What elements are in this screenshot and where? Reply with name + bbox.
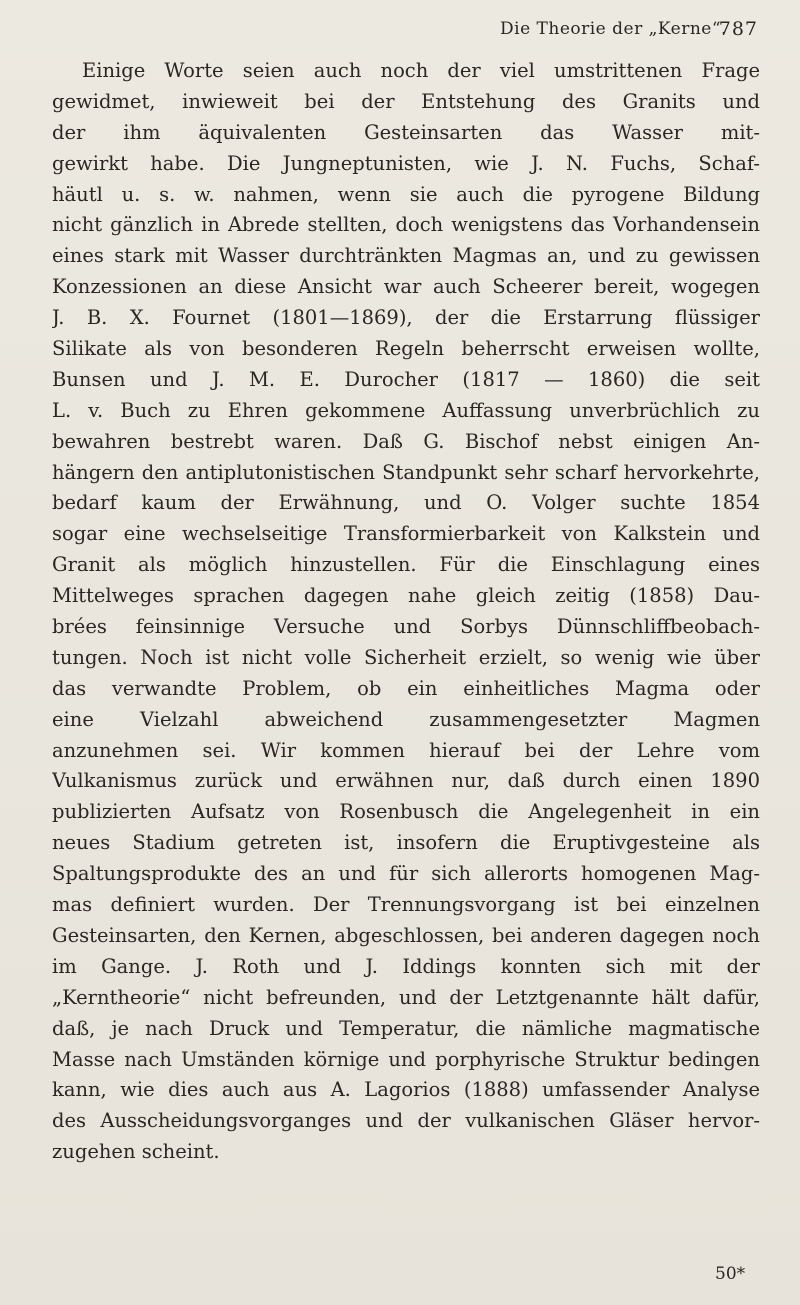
text-line: neues Stadium getreten ist, insofern die Eruptivgesteine als: [52, 831, 760, 855]
text-line: sogar eine wechselseitige Transformierbarkeit von Kalkstein und: [52, 522, 760, 546]
sheet-signature: 50*: [715, 1264, 746, 1284]
text-line: kann, wie dies auch aus A. Lagorios (1888) umfassender Analyse: [52, 1078, 760, 1102]
text-line: der ihm äquivalenten Gesteinsarten das Wasser mit-: [52, 120, 760, 144]
text-line: eines stark mit Wasser durchtränkten Magmas an, und zu gewissen: [52, 244, 760, 268]
text-line: Silikate als von besonderen Regeln beherrscht erweisen wollte,: [52, 337, 760, 361]
text-line: L. v. Buch zu Ehren gekommene Auffassung unverbrüchlich zu: [52, 398, 760, 422]
text-line: Masse nach Umständen körnige und porphyrische Struktur bedingen: [52, 1047, 760, 1071]
text-line: daß, je nach Druck und Temperatur, die nämliche magmatische: [52, 1016, 760, 1040]
text-line: im Gange. J. Roth und J. Iddings konnten sich mit der: [52, 954, 760, 978]
text-line: Bunsen und J. M. E. Durocher (1817 — 1860) die seit: [52, 367, 760, 391]
text-line: anzunehmen sei. Wir kommen hierauf bei der Lehre vom: [52, 738, 760, 762]
body-text: [52, 56, 760, 1168]
text-line: Gesteinsarten, den Kernen, abgeschlossen, bei anderen dagegen noch: [52, 923, 760, 947]
text-line: „Kerntheorie“ nicht befreunden, und der Letztgenannte hält dafür,: [52, 985, 760, 1009]
text-line: eine Vielzahl abweichend zusammengesetzter Magmen: [52, 707, 760, 731]
running-title: Die Theorie der „Kerne“.: [500, 19, 727, 39]
text-line: bewahren bestrebt waren. Daß G. Bischof nebst einigen An-: [52, 429, 760, 453]
text-line: des Ausscheidungsvorganges und der vulkanischen Gläser hervor-: [52, 1109, 760, 1133]
text-line: tungen. Noch ist nicht volle Sicherheit erzielt, so wenig wie über: [52, 645, 760, 669]
text-line: brées feinsinnige Versuche und Sorbys Dünnschliffbeobach-: [52, 615, 760, 639]
text-line: Vulkanismus zurück und erwähnen nur, daß durch einen 1890: [52, 769, 760, 793]
text-line: das verwandte Problem, ob ein einheitliches Magma oder: [52, 676, 760, 700]
text-line: zugehen scheint.: [52, 1140, 220, 1164]
text-line: mas definiert wurden. Der Trennungsvorgang ist bei einzelnen: [52, 893, 760, 917]
text-line: Mittelweges sprachen dagegen nahe gleich zeitig (1858) Dau-: [52, 584, 760, 608]
page-number: 787: [718, 18, 758, 40]
text-line: gewirkt habe. Die Jungneptunisten, wie J. N. Fuchs, Schaf-: [52, 151, 760, 175]
text-line: Konzessionen an diese Ansicht war auch Scheerer bereit, wogegen: [52, 275, 760, 299]
text-line: Spaltungsprodukte des an und für sich allerorts homogenen Mag-: [52, 862, 760, 886]
text-line: gewidmet, inwieweit bei der Entstehung des Granits und: [52, 89, 760, 113]
text-line: häutl u. s. w. nahmen, wenn sie auch die pyrogene Bildung: [52, 182, 760, 206]
text-line: publizierten Aufsatz von Rosenbusch die Angelegenheit in ein: [52, 800, 760, 824]
text-line: bedarf kaum der Erwähnung, und O. Volger suchte 1854: [52, 491, 760, 515]
text-line: nicht gänzlich in Abrede stellten, doch wenigstens das Vorhandensein: [52, 213, 760, 237]
text-line: Granit als möglich hinzustellen. Für die Einschlagung eines: [52, 553, 760, 577]
text-line: hängern den antiplutonistischen Standpunkt sehr scharf hervorkehrte,: [52, 460, 760, 484]
text-line: J. B. X. Fournet (1801—1869), der die Erstarrung flüssiger: [52, 306, 760, 330]
text-line: Einige Worte seien auch noch der viel umstrittenen Frage: [82, 59, 760, 82]
page-header: [0, 17, 800, 47]
